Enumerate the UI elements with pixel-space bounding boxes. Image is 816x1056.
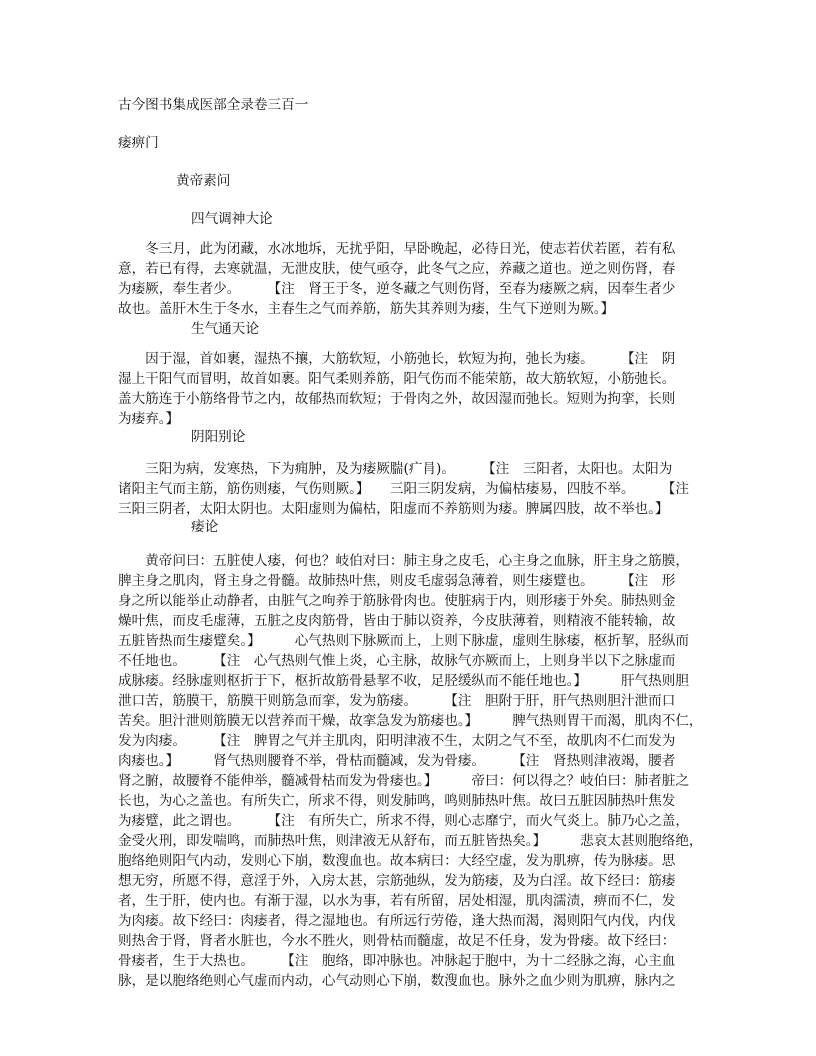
text-line: 为肉痿。故下经曰：肉痿者，得之湿地也。有所远行劳倦，逢大热而渴，渴则阳气内伐，内伐 — [118, 913, 676, 929]
text-line: 三阳为病，发寒热，下为痈肿，及为痿厥腨(疒肙)。 【注 三阳者，太阳也。太阳为 — [118, 461, 673, 477]
text-line: 金受火刑，即发喘鸣，而肺热叶焦，则津液无从舒布，而五脏皆热矣。】 悲哀太甚则胞络绝， — [118, 833, 703, 849]
text-line: 意，若已有得，去寒就温，无泄皮肤，使气亟夺，此冬气之应，养藏之道也。逆之则伤肾，春 — [118, 261, 676, 277]
text-line: 长也，为心之盖也。有所失亡，所求不得，则发肺鸣，鸣则肺热叶焦。故曰五脏因肺热叶焦发 — [118, 793, 676, 809]
text-line: 胞络绝则阳气内动，发则心下崩，数溲血也。故本病曰：大经空虚，发为肌痹，传为脉痿。思 — [118, 853, 676, 869]
text-line: 成脉痿。经脉虚则枢折于下，枢折故筋骨悬挈不收，足胫缓纵而不能任地也。】 肝气热则胆 — [118, 673, 689, 689]
text-line: 为痿弃。】 — [118, 411, 180, 427]
text-line: 苦矣。胆汁泄则筋膜无以营养而干燥，故挛急发为筋痿也。】 脾气热则胃干而渴，肌肉不仁， — [118, 713, 703, 729]
section-title: 痿痹门 — [118, 135, 159, 151]
text-line: 盖大筋连于小筋络骨节之内，故郁热而软短；于骨肉之外，故因湿而弛长。短则为拘挛，长则 — [118, 391, 676, 407]
text-line: 三阳三阴者，太阳太阴也。太阳虚则为偏枯，阳虚而不养筋则为痿。脾属四肢，故不举也。】 — [118, 501, 669, 517]
text-line: 者，生于肝，使内也。有渐于湿，以水为事，若有所留，居处相湿，肌肉濡渍，痹而不仁，发 — [118, 893, 676, 909]
text-line: 发为肉痿。 【注 脾胃之气并主肌肉，阳明津液不生，太阴之气不至，故肌肉不仁而发为 — [118, 733, 676, 749]
source-title: 黄帝素问 — [176, 173, 231, 189]
text-line: 骨痿者，生于大热也。 【注 胞络，即冲脉也。冲脉起于胞中，为十二经脉之海，心主血 — [118, 953, 676, 969]
text-line: 湿上干阳气而冒明，故首如裹。阳气柔则养筋，阳气伤而不能荣筋，故大筋软短，小筋弛长。 — [118, 371, 676, 387]
heading-yinyang: 阴阳别论 — [191, 429, 246, 445]
text-line: 五脏皆热而生痿躄矣。】 心气热则下脉厥而上，上则下脉虚，虚则生脉痿，枢折挈，胫纵而 — [118, 633, 689, 649]
text-line: 故也。盖肝木生于冬水，主春生之气而养筋，筋失其养则为痿，生气下逆则为厥。】 — [118, 301, 615, 317]
text-line: 为痿厥，奉生者少。 【注 肾王于冬，逆冬藏之气则伤肾，至春为痿厥之病，因奉生者少 — [118, 281, 676, 297]
text-line: 想无穷，所愿不得，意淫于外，入房太甚，宗筋弛纵，发为筋痿，及为白淫。故下经曰：筋痿 — [118, 873, 676, 889]
heading-shengqi: 生气通天论 — [191, 321, 259, 337]
book-title: 古今图书集成医部全录卷三百一 — [118, 97, 309, 113]
text-line: 身之所以能举止动静者，由脏气之呴养于筋脉骨肉也。使脏病于内，则形痿于外矣。肺热则金 — [118, 593, 676, 609]
text-line: 则热舍于肾，肾者水脏也，今水不胜火，则骨枯而髓虚，故足不任身，发为骨痿。故下经曰： — [118, 933, 676, 949]
text-line: 因于湿，首如裹，湿热不攘，大筋软短，小筋弛长，软短为拘，弛长为痿。 【注 阴 — [118, 351, 676, 367]
text-line: 为痿躄，此之谓也。 【注 有所失亡，所求不得，则心志靡宁，而火气炎上。肺乃心之盖， — [118, 813, 689, 829]
text-line: 冬三月，此为闭藏，水冰地坼，无扰乎阳，早卧晚起，必待日光，使志若伏若匿，若有私 — [118, 241, 676, 257]
text-line: 燥叶焦，而皮毛虚薄，五脏之皮肉筋骨，皆由于肺以资养，今皮肤薄着，则精液不能转输，故 — [118, 613, 676, 629]
text-line: 脾主身之肌肉，肾主身之骨髓。故肺热叶焦，则皮毛虚弱急薄着，则生痿躄也。 【注 形 — [118, 573, 676, 589]
text-line: 不任地也。 【注 心气热则气惟上炎，心主脉，故脉气亦厥而上，上则身半以下之脉虚而 — [118, 653, 676, 669]
text-line: 诸阳主气而主筋，筋伤则痿，气伤则厥。】 三阳三阴发病，为偏枯痿易，四肢不举。 【注 — [118, 481, 689, 497]
heading-siqi: 四气调神大论 — [191, 211, 273, 227]
heading-weilun: 痿论 — [191, 519, 219, 535]
text-line: 黄帝问曰：五脏使人痿，何也？岐伯对曰：肺主身之皮毛，心主身之血脉，肝主身之筋膜， — [118, 553, 689, 569]
text-line: 脉，是以胞络绝则心气虚而内动，心气动则心下崩，数溲血也。脉外之血少则为肌痹，脉内之 — [118, 973, 676, 989]
text-line: 肾之腑，故腰脊不能伸举，髓减骨枯而发为骨痿也。】 帝曰：何以得之？岐伯曰：肺者脏之 — [118, 773, 689, 789]
text-line: 肉痿也。】 肾气热则腰脊不举，骨枯而髓减，发为骨痿。 【注 肾热则津液竭，腰者 — [118, 753, 676, 769]
text-line: 泄口苦，筋膜干，筋膜干则筋急而挛，发为筋痿。 【注 胆附于肝，肝气热则胆汁泄而口 — [118, 693, 676, 709]
